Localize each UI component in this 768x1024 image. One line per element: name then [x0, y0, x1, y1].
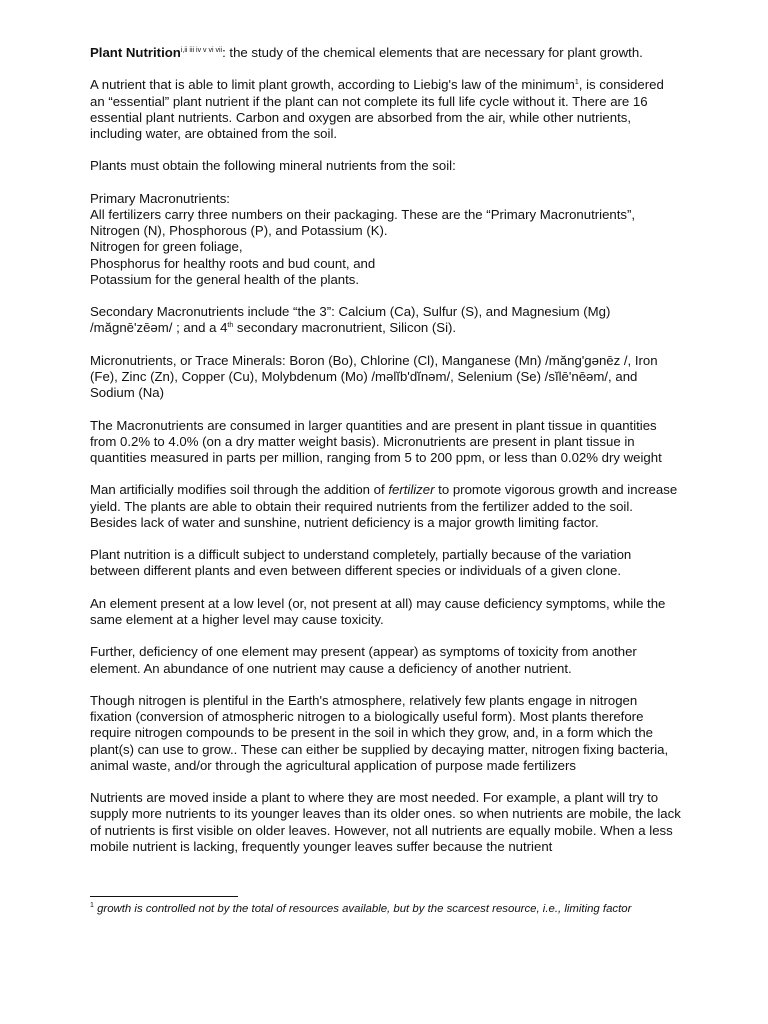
deficiency-paragraph: Further, deficiency of one element may present (appear) as symptoms of toxicity from another element. An abundance of one nutrient may cause a deficiency of another nutrient.	[90, 644, 637, 676]
primary-line: Phosphorus for healthy roots and bud count, and	[90, 255, 376, 271]
emphasis: fertilizer	[388, 482, 435, 498]
mobility-paragraph: Nutrients are moved inside a plant to where they are most needed. For example, a plant will try to supply more nutrients to its younger leaves than its older ones. so when nutrients are mobile, the lack of nutrients is first visible on older leaves. However, not all nutrients are equally mobile. When a less mobile nutrient is lacking, frequently younger leaves suffer because the nutrient	[90, 790, 681, 854]
text-run: to promote vigorous growth and increase yield. The plants are able to obtain their required nutrients from the fertilizer added to the soil. Besides lack of water and sunshine, nutrient deficiency is a major growth limiting factor.	[90, 482, 678, 530]
primary-line: Potassium for the general health of the plants.	[90, 271, 360, 287]
doc-title: Plant Nutrition	[90, 45, 181, 60]
title-endnote-refs: i,ii iii iv v vi vii	[180, 47, 223, 54]
primary-line: All fertilizers carry three numbers on their packaging. These are the “Primary Macronutrients”, Nitrogen (N), Phosphorous (P), and Potassium (K).	[90, 206, 636, 239]
text-run: Man artificially modifies soil through the addition of	[90, 482, 389, 498]
title-definition: : the study of the chemical elements that are necessary for plant growth.	[222, 45, 643, 60]
title-paragraph	[90, 45, 682, 61]
primary-macronutrients	[90, 191, 682, 288]
text-run: , is considered an “essential” plant nutrient if the plant can not complete its full life cycle without it. There are 16 essential plant nutrients. Carbon and oxygen are absorbed from the air, while other nutrients, including water, are obtained from the soil.	[90, 77, 664, 141]
text-run: A nutrient that is able to limit plant growth, according to Liebig's law of the minimum	[90, 77, 575, 93]
nitrogen-paragraph: Though nitrogen is plentiful in the Earth's atmosphere, relatively few plants engage in nitrogen fixation (conversion of atmospheric nitrogen to a biologically useful form). Most plants therefore require nitrogen compounds to be present in the soil in which they grow, and, in a form which the plant(s) can use to grow.. These can either be supplied by decaying matter, nitrogen fixing bacteria, animal waste, and/or through the agricultural application of purpose made fertilizers	[90, 692, 669, 773]
essential-nutrient-paragraph	[90, 77, 682, 142]
soil-nutrients-intro: Plants must obtain the following mineral nutrients from the soil:	[90, 158, 456, 174]
text-run: secondary macronutrient, Silicon (Si).	[233, 320, 457, 336]
secondary-macronutrients	[90, 304, 682, 336]
difficulty-paragraph: Plant nutrition is a difficult subject to understand completely, partially because of the variation between different plants and even between different species or individuals of a given clone.	[90, 547, 632, 579]
fertilizer-paragraph	[90, 482, 682, 531]
text-run: Secondary Macronutrients include “the 3”: Calcium (Ca), Sulfur (S), and Magnesium (Mg) /măgnē'zēəm/ ; and a 4	[90, 304, 611, 336]
footnote	[90, 902, 682, 917]
primary-line: Nitrogen for green foliage,	[90, 239, 243, 255]
footnote-ref: 1	[574, 79, 579, 87]
ordinal-suffix: th	[227, 322, 234, 330]
quantities-paragraph: The Macronutrients are consumed in larger quantities and are present in plant tissue in quantities from 0.2% to 4.0% (on a dry matter weight basis). Micronutrients are present in plant tissue in quantities measured in parts per million, ranging from 5 to 200 ppm, or less than 0.02% dry weight	[90, 417, 662, 465]
footnote-separator	[90, 896, 238, 897]
toxicity-paragraph: An element present at a low level (or, not present at all) may cause deficiency symptoms, while the same element at a higher level may cause toxicity.	[90, 595, 666, 627]
footnote-text: growth is controlled not by the total of resources available, but by the scarcest resource, i.e., limiting factor	[93, 903, 632, 915]
primary-line: Primary Macronutrients:	[90, 190, 230, 206]
document-body	[90, 45, 682, 871]
footnote-number: 1	[90, 902, 94, 909]
micronutrients: Micronutrients, or Trace Minerals: Boron (Bo), Chlorine (Cl), Manganese (Mn) /măng'gənēz /, Iron (Fe), Zinc (Zn), Copper (Cu), Molybdenum (Mo) /məlĭb'dĭnəm/, Selenium (Se) /sĭlē'nēəm/, and Sodium (Na)	[90, 352, 658, 401]
